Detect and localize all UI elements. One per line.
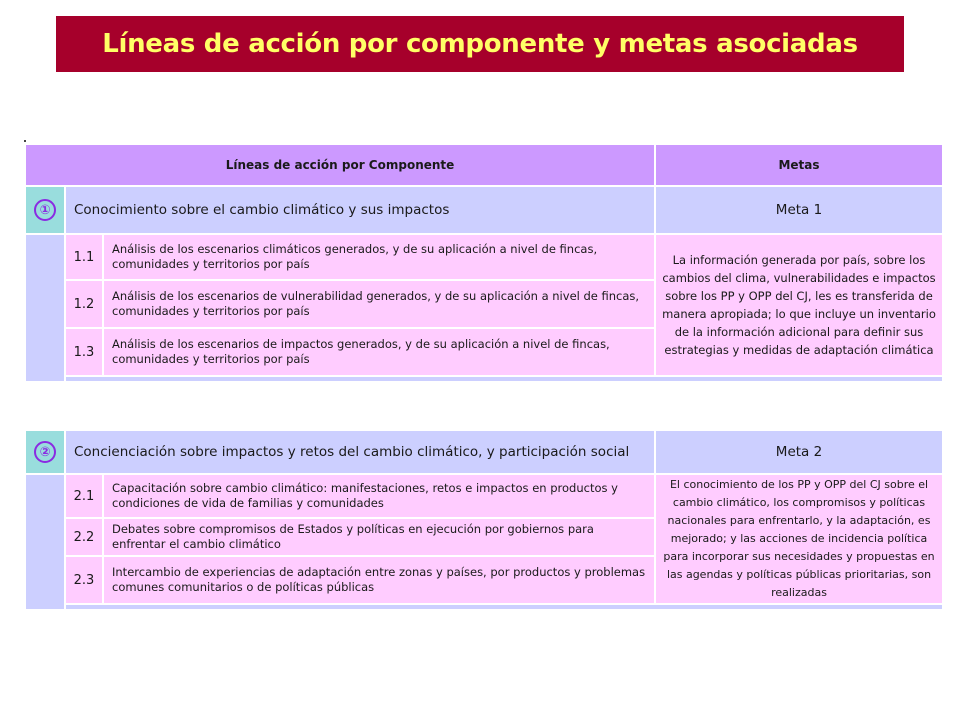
action-number: 1.1 (66, 235, 102, 279)
header-lines: Líneas de acción por Componente (26, 145, 654, 185)
component-side-cell (26, 475, 64, 609)
stray-mark (24, 140, 26, 142)
action-line: Debates sobre compromisos de Estados y políticas en ejecución por gobiernos para enfrentar el cambio climático (104, 519, 654, 555)
table-component-1 (26, 145, 936, 381)
page-title: Líneas de acción por componente y metas asociadas (102, 29, 858, 59)
component-side-cell (26, 235, 64, 381)
action-number: 1.2 (66, 281, 102, 327)
component-number-cell (26, 431, 64, 473)
action-line: Análisis de los escenarios de impactos generados, y de su aplicación a nivel de fincas, comunidades y territorios por país (104, 329, 654, 375)
action-number: 1.3 (66, 329, 102, 375)
action-number: 2.3 (66, 557, 102, 603)
header-metas: Metas (656, 145, 942, 185)
table-footer-strip (66, 605, 942, 609)
action-number: 2.1 (66, 475, 102, 517)
action-line: Análisis de los escenarios de vulnerabilidad generados, y de su aplicación a nivel de fincas, comunidades y territorios por país (104, 281, 654, 327)
goal-description: El conocimiento de los PP y OPP del CJ sobre el cambio climático, los compromisos y políticas nacionales para enfrentarlo, y la adaptación, es mejorado; y las acciones de incidencia política para incorporar sus necesidades y propuestas en las agendas y políticas públicas prioritarias, son realizadas (656, 475, 942, 603)
action-line: Capacitación sobre cambio climático: manifestaciones, retos e impactos en productos y condiciones de vida de familias y comunidades (104, 475, 654, 517)
table-component-2 (26, 431, 936, 609)
action-line: Análisis de los escenarios climáticos generados, y de su aplicación a nivel de fincas, comunidades y territorios por país (104, 235, 654, 279)
action-line: Intercambio de experiencias de adaptación entre zonas y países, por productos y problemas comunes comunitarios o de políticas públicas (104, 557, 654, 603)
meta-label: Meta 1 (656, 187, 942, 233)
goal-description: La información generada por país, sobre los cambios del clima, vulnerabilidades e impactos sobre los PP y OPP del CJ, les es transferida de manera apropiada; lo que incluye un inventario de la información adicional para definir sus estrategias y medidas de adaptación climática (656, 235, 942, 375)
title-banner (56, 16, 904, 72)
component-title: Conocimiento sobre el cambio climático y sus impactos (66, 187, 654, 233)
table-footer-strip (66, 377, 942, 381)
meta-label: Meta 2 (656, 431, 942, 473)
circled-two-icon: ② (34, 441, 56, 463)
action-number: 2.2 (66, 519, 102, 555)
component-number-cell (26, 187, 64, 233)
component-title: Concienciación sobre impactos y retos del cambio climático, y participación social (66, 431, 654, 473)
circled-one-icon: ① (34, 199, 56, 221)
